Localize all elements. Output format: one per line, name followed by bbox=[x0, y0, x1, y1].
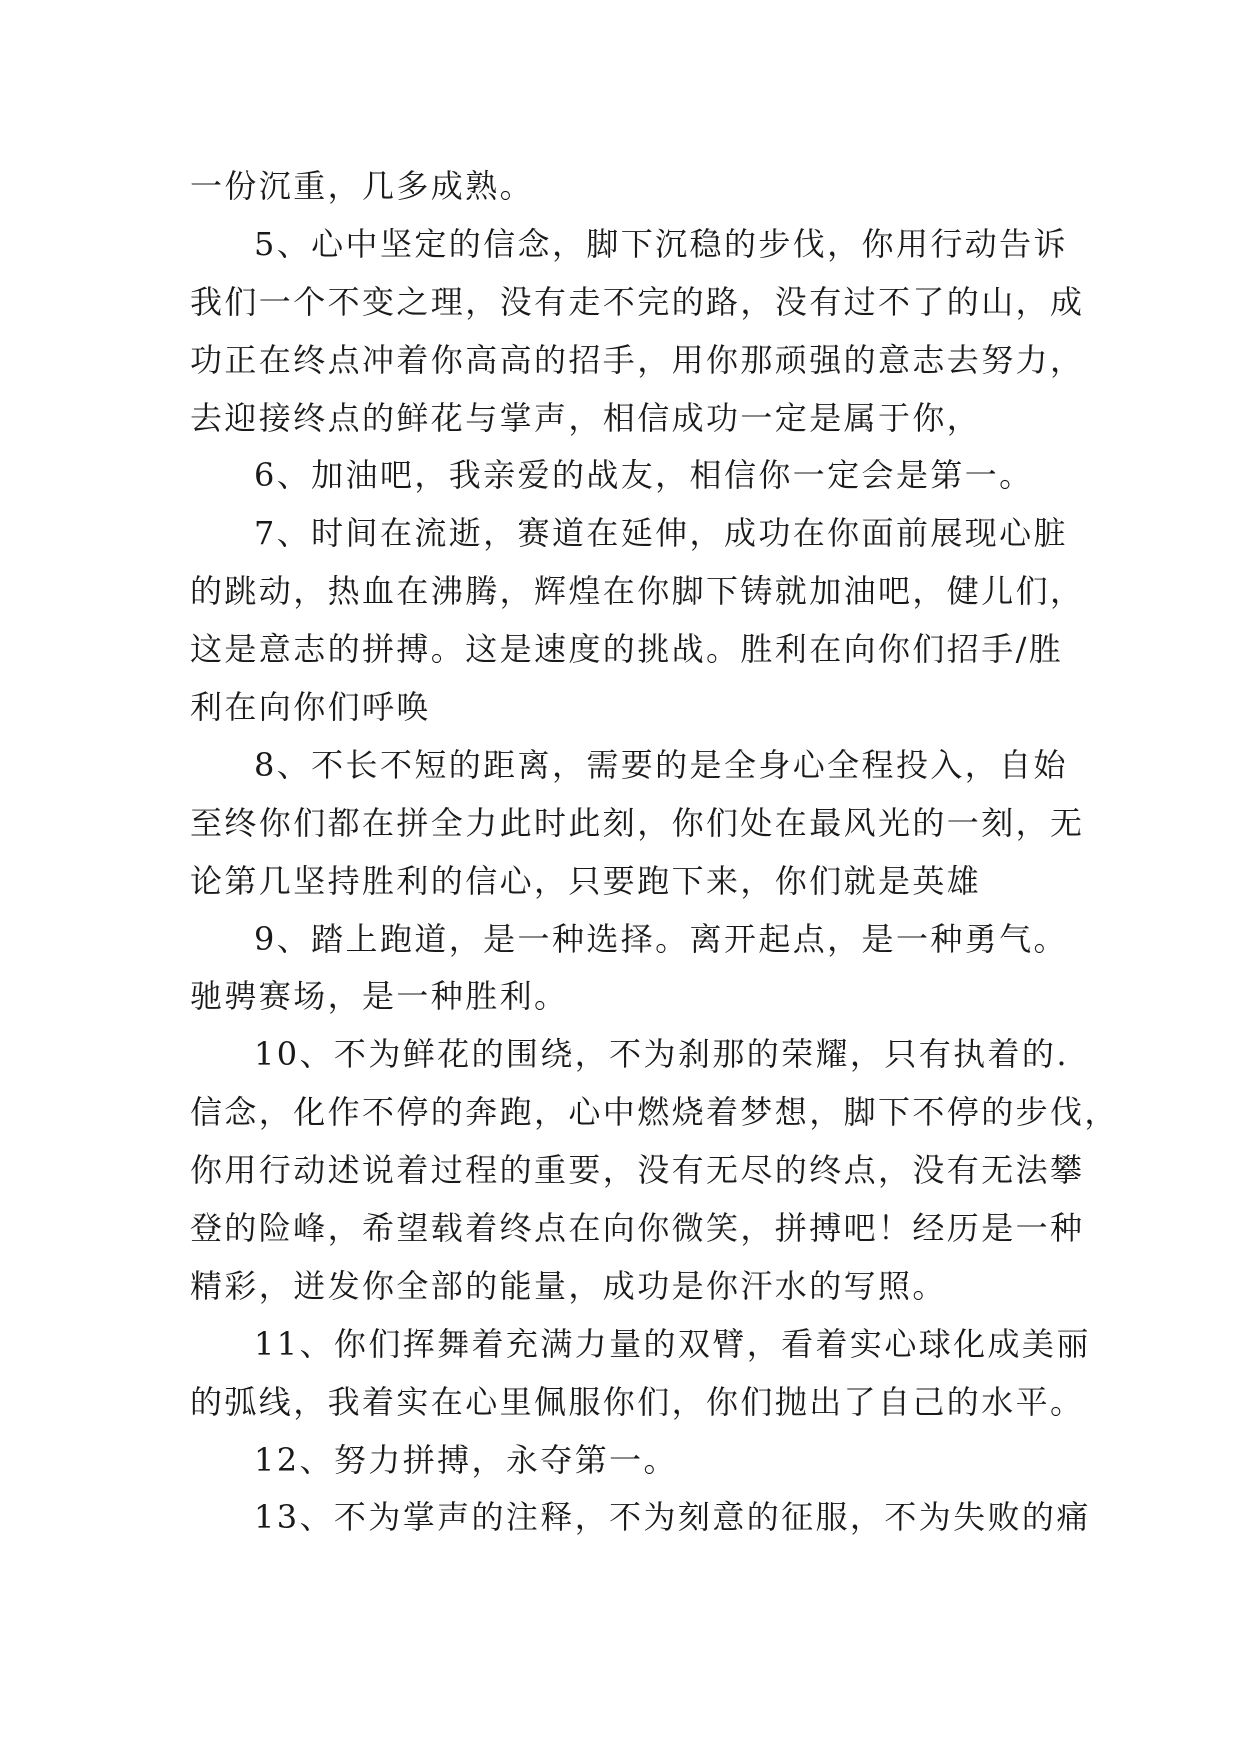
text-line: 7、时间在流逝，赛道在延伸，成功在你面前展现心脏 bbox=[254, 514, 1068, 553]
text-line: 利在向你们呼唤 bbox=[190, 688, 431, 727]
text-line: 10、不为鲜花的围绕，不为刹那的荣耀，只有执着的. bbox=[254, 1035, 1069, 1074]
text-line: 13、不为掌声的注释，不为刻意的征服，不为失败的痛 bbox=[254, 1498, 1091, 1537]
text-line: 6、加油吧，我亲爱的战友，相信你一定会是第一。 bbox=[254, 456, 1034, 495]
text-line: 12、努力拼搏，永夺第一。 bbox=[254, 1440, 678, 1479]
text-line: 我们一个不变之理，没有走不完的路，没有过不了的山，成 bbox=[190, 282, 1085, 321]
text-line: 11、你们挥舞着充满力量的双臂，看着实心球化成美丽 bbox=[254, 1324, 1091, 1363]
text-line: 登的险峰，希望载着终点在向你微笑，拼搏吧！经历是一种 bbox=[190, 1209, 1085, 1248]
text-line: 8、不长不短的距离，需要的是全身心全程投入，自始 bbox=[254, 745, 1068, 784]
text-line: 一份沉重，几多成熟。 bbox=[190, 167, 535, 205]
text-line: 去迎接终点的鲜花与掌声，相信成功一定是属于你， bbox=[190, 398, 982, 437]
text-line: 功正在终点冲着你高高的招手，用你那顽强的意志去努力， bbox=[190, 340, 1085, 379]
text-line: 信念，化作不停的奔跑，心中燃烧着梦想，脚下不停的步伐， bbox=[190, 1093, 1119, 1132]
text-line: 论第几坚持胜利的信心，只要跑下来，你们就是英雄 bbox=[190, 861, 982, 900]
text-line: 精彩，迸发你全部的能量，成功是你汗水的写照。 bbox=[190, 1266, 947, 1305]
text-line: 9、踏上跑道，是一种选择。离开起点，是一种勇气。 bbox=[254, 919, 1068, 958]
text-line: 的弧线，我着实在心里佩服你们，你们抛出了自己的水平。 bbox=[190, 1382, 1085, 1421]
text-line: 的跳动，热血在沸腾，辉煌在你脚下铸就加油吧，健儿们， bbox=[190, 572, 1085, 611]
text-line: 至终你们都在拼全力此时此刻，你们处在最风光的一刻，无 bbox=[190, 803, 1085, 842]
text-line: 5、心中坚定的信念，脚下沉稳的步伐，你用行动告诉 bbox=[254, 224, 1068, 263]
text-line: 这是意志的拼搏。这是速度的挑战。胜利在向你们招手/胜 bbox=[190, 630, 1064, 669]
document-body bbox=[190, 158, 1119, 1547]
text-line: 驰骋赛场，是一种胜利。 bbox=[190, 977, 569, 1016]
text-line: 你用行动述说着过程的重要，没有无尽的终点，没有无法攀 bbox=[190, 1151, 1085, 1190]
